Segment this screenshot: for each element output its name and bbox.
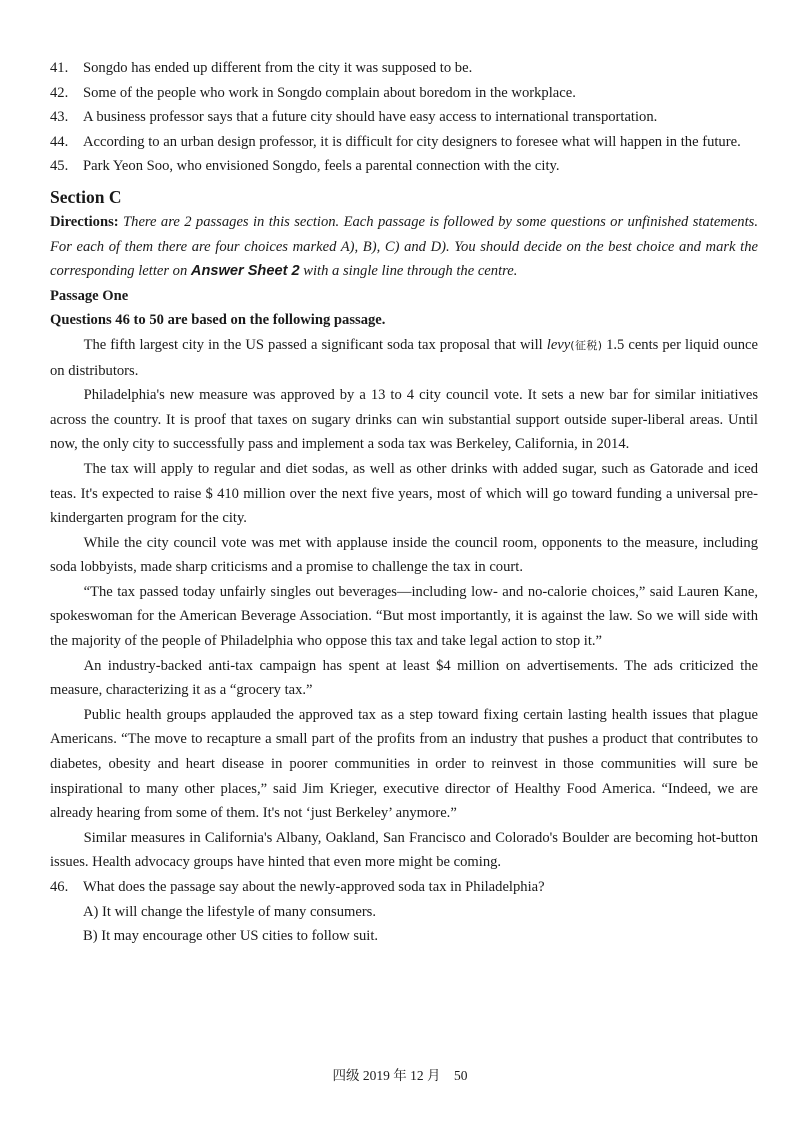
statement-number: 41.: [50, 60, 69, 76]
directions: [50, 210, 758, 284]
question-text: What does the passage say about the newly-approved soda tax in Philadelphia?: [83, 879, 545, 895]
exam-page: [50, 56, 758, 949]
statement-text: According to an urban design professor, it is difficult for city designers to foresee what will happen in the future.: [83, 133, 741, 150]
statement-list: [50, 56, 758, 179]
passage-paragraph: “The tax passed today unfairly singles out beverages—including low- and no-calorie choices,” said Lauren Kane, spokeswoman for the American Beverage Association. “But most importantly, it is against the law. So we will side with the majority of the people of Philadelphia who oppose this tax and take legal action to stop it.”: [50, 583, 758, 650]
statement-number: 45.: [50, 158, 69, 175]
vocab-gloss: (征税): [570, 338, 603, 352]
question-number: 46.: [50, 879, 69, 895]
statement-44: [50, 130, 758, 155]
directions-text-end: with a single line through the centre.: [299, 263, 518, 280]
passage-paragraph: Philadelphia's new measure was approved by a 13 to 4 city council vote. It sets a new bar for similar initiatives across the country. It is proof that taxes on sugary drinks can win substantial support outside super-liberal areas. Until now, the only city to successfully pass and implement a soda tax was Berkeley, California, in 2014.: [50, 387, 758, 453]
statement-text: Some of the people who work in Songdo complain about boredom in the workplace.: [83, 84, 576, 101]
statement-number: 42.: [50, 84, 69, 101]
passage-paragraph: [50, 333, 758, 383]
passage-paragraph: An industry-backed anti-tax campaign has spent at least $4 million on advertisements. The ads criticized the measure, characterizing it as a “grocery tax.”: [50, 657, 758, 699]
statement-number: 44.: [50, 133, 69, 150]
statement-number: 43.: [50, 109, 69, 126]
statement-41: [50, 56, 758, 81]
answer-sheet-label: Answer Sheet 2: [190, 263, 300, 280]
statement-text: A business professor says that a future city should have easy access to international transportation.: [83, 109, 658, 126]
passage-paragraph: Similar measures in California's Albany, Oakland, San Francisco and Colorado's Boulder are becoming hot-button issues. Health advocacy groups have hinted that even more might be coming.: [50, 829, 758, 871]
passage-body: [50, 333, 758, 875]
choice-b: B) It may encourage other US cities to follow suit.: [83, 928, 379, 945]
passage-paragraph: The tax will apply to regular and diet sodas, as well as other drinks with added sugar, such as Gatorade and iced teas. It's expected to raise $ 410 million over the next five years, most of which will go toward funding a universal pre-kindergarten program for the city.: [50, 460, 758, 527]
section-title: Section C: [50, 186, 122, 207]
choice-a: A) It will change the lifestyle of many consumers.: [83, 903, 377, 920]
statement-text: Songdo has ended up different from the city it was supposed to be.: [83, 60, 473, 76]
statement-text: Park Yeon Soo, who envisioned Songdo, feels a parental connection with the city.: [83, 158, 560, 175]
passage-paragraph: Public health groups applauded the approved tax as a step toward fixing certain lasting health issues that plague Americans. “The move to recapture a small part of the profits from an industry that pushes a product that contributes to diabetes, obesity and heart disease in poorer communities in order to reinvest in those communities will sure be inspirational to many other places,” said Jim Krieger, executive director of Healthy Food America. “Indeed, we are already hearing from some of them. It's not ‘just Berkeley’ anymore.”: [50, 706, 758, 822]
statement-45: [50, 154, 758, 179]
paragraph-text: 1.5 cents per liquid ounce on distributors.: [50, 336, 758, 379]
directions-text: There are 2 passages in this section. Each passage is followed by some questions or unfinished statements. For each of them there are four choices marked A), B), C) and D). You should decide on the best choice and mark the corresponding letter on: [50, 213, 758, 280]
page-footer: 四级 2019 年 12 月 50: [332, 1068, 468, 1083]
question-46: [50, 875, 758, 900]
passage-instruction: Questions 46 to 50 are based on the following passage.: [50, 312, 386, 329]
paragraph-text: The fifth largest city in the US passed a significant soda tax proposal that will: [83, 336, 547, 353]
directions-label: Directions:: [50, 213, 119, 230]
statement-42: [50, 81, 758, 106]
statement-43: [50, 105, 758, 130]
passage-title: Passage One: [50, 287, 129, 304]
passage-paragraph: While the city council vote was met with applause inside the council room, opponents to the measure, including soda lobbyists, made sharp criticisms and a promise to challenge the tax in court.: [50, 534, 758, 576]
vocab-word: levy: [546, 336, 571, 353]
